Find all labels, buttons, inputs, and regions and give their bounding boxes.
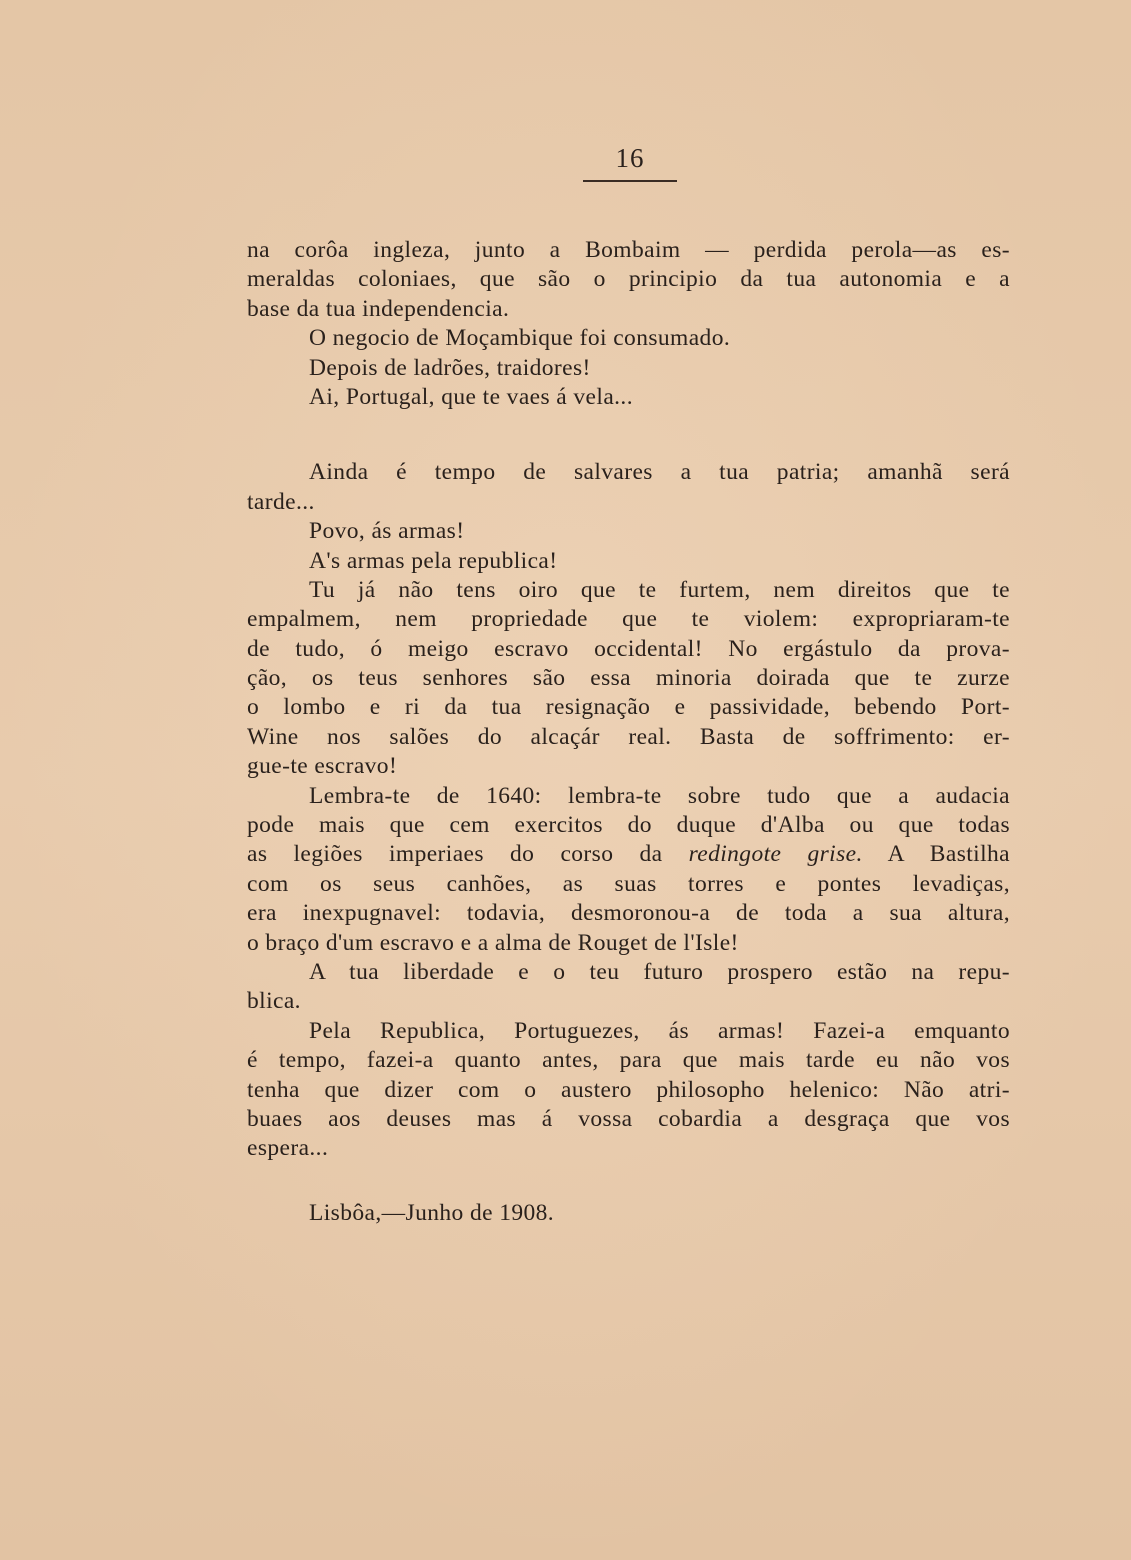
text-line: O negocio de Moçambique foi consumado. (309, 325, 731, 352)
text-line: Pela Republica, Portuguezes, ás armas! Fazei-a emquanto (309, 1017, 1010, 1044)
text-line: Wine nos salões do alcaçár real. Basta de soffrimento: er- (247, 723, 1010, 750)
text-line: o braço d'um escravo e a alma de Rouget de l'Isle! (247, 929, 739, 956)
signature-line: Lisbôa,—Junho de 1908. (309, 1199, 555, 1226)
paragraph-gap (247, 412, 1010, 458)
text-line: A tua liberdade e o teu futuro prospero estão na repu- (309, 958, 1010, 985)
text-line: blica. (247, 988, 301, 1015)
text-line (247, 840, 1010, 869)
italic-phrase: redingote grise. (688, 841, 863, 868)
text-line: era inexpugnavel: todavia, desmoronou-a de toda a sua altura, (247, 900, 1010, 927)
text-line: ção, os teus senhores são essa minoria doirada que te zurze (247, 665, 1010, 692)
text-line: Ainda é tempo de salvares a tua patria; amanhã será (309, 459, 1010, 486)
text-line: Ai, Portugal, que te vaes á vela... (309, 383, 633, 410)
text-line: de tudo, ó meigo escravo occidental! No ergástulo da prova- (247, 635, 1010, 662)
text-fragment: as legiões imperiaes do corso da (247, 841, 663, 868)
text-fragment: A Bastilha (887, 841, 1011, 868)
text-line: meraldas coloniaes, que são o principio da tua autonomia e a (247, 266, 1010, 293)
text-line: com os seus canhões, as suas torres e pontes levadiças, (247, 870, 1010, 897)
text-line: o lombo e ri da tua resignação e passividade, bebendo Port- (247, 694, 1010, 721)
text-line: Tu já não tens oiro que te furtem, nem direitos que te (309, 576, 1010, 603)
text-line: é tempo, fazei-a quanto antes, para que mais tarde eu não vos (247, 1047, 1010, 1074)
body-text (247, 236, 1010, 1228)
text-line: base da tua independencia. (247, 295, 510, 322)
page-number-underline (583, 180, 677, 182)
text-line: empalmem, nem propriedade que te violem: expropriaram-te (247, 606, 1010, 633)
paragraph-gap (247, 1164, 1010, 1199)
text-line: tarde... (247, 488, 315, 515)
text-line: na corôa ingleza, junto a Bombaim — perdida perola—as es- (247, 237, 1010, 263)
text-line: Povo, ás armas! (309, 518, 465, 545)
text-line: Depois de ladrões, traidores! (309, 354, 591, 381)
text-line: pode mais que cem exercitos do duque d'Alba ou que todas (247, 812, 1010, 839)
text-line: Lembra-te de 1640: lembra-te sobre tudo que a audacia (309, 782, 1010, 809)
text-line: gue-te escravo! (247, 753, 398, 780)
page-number: 16 (615, 143, 645, 173)
text-line: buaes aos deuses mas á vossa cobardia a desgraça que vos (247, 1105, 1010, 1132)
text-line: tenha que dizer com o austero philosopho helenico: Não atri- (247, 1076, 1010, 1103)
text-line: espera... (247, 1135, 329, 1162)
text-line: A's armas pela republica! (309, 547, 558, 574)
